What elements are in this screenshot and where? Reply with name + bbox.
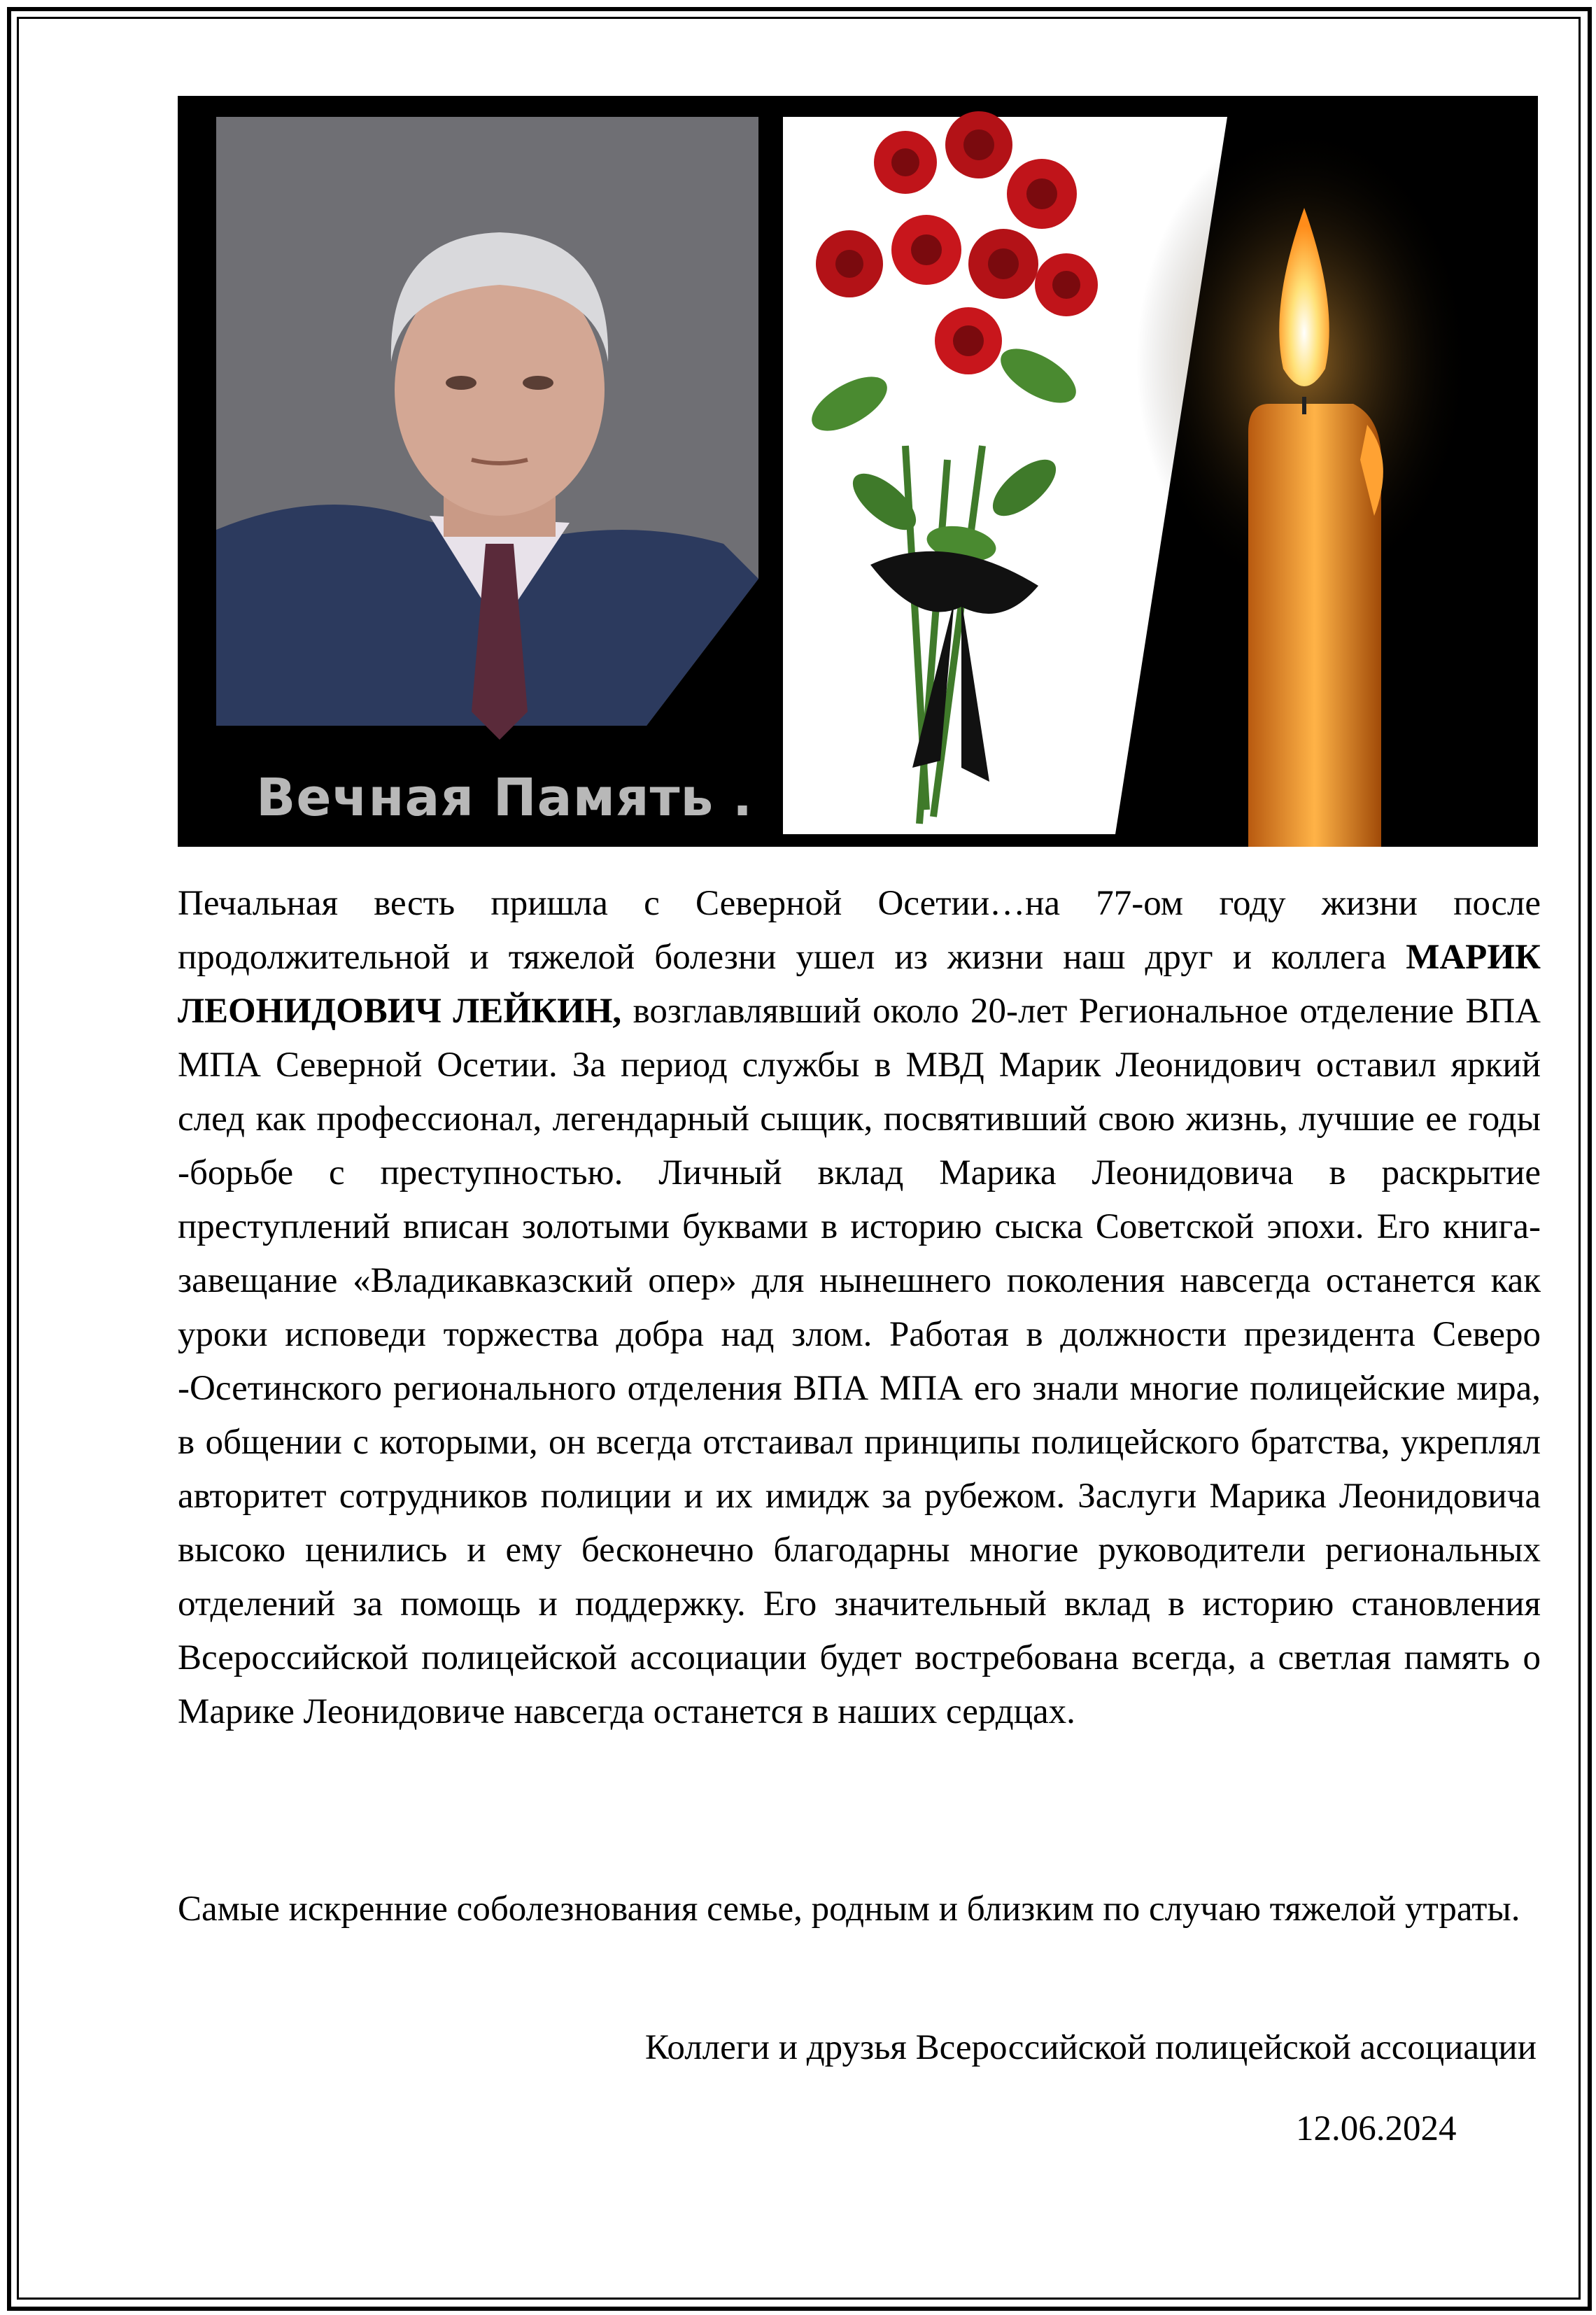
signature: Коллеги и друзья Всероссийской полицейской ассоциации — [644, 2028, 1537, 2067]
portrait-photo — [216, 117, 758, 740]
condolence-paragraph: Самые искренние соболезнования семье, родным и близким по случаю тяжелой утраты. — [178, 1890, 1520, 1929]
banner-caption: Вечная Память . — [256, 768, 754, 828]
deceased-name: МАРИК ЛЕОНИДОВИЧ ЛЕЙКИН, — [178, 938, 1541, 1031]
date: 12.06.2024 — [1296, 2109, 1457, 2148]
obituary-intro: Печальная весть пришла с Северной Осетии…на 77-ом году жизни после продолжительной и тяжелой болезни ушел из жизни наш друг и коллега — [178, 884, 1541, 977]
candle-image — [1136, 124, 1472, 847]
obituary-body: возглавлявший около 20-лет Региональное отделение ВПА МПА Северной Осетии. За период службы в МВД Марик Леонидович оставил яркий след как профессионал, легендарный сыщик, посвятивший свою жизнь, лучшие ее годы -борьбе с преступностью. Личный вклад Марика Леонидовича в раскрытие преступлений вписан золотыми буквами в историю сыска Советской эпохи. Его книга-завещание «Владикавказский опер» для нынешнего поколения навсегда останется как уроки исповеди торжества добра над злом. Работая в должности президента Северо -Осетинского регионального отделения ВПА МПА его знали многие полицейские мира, в общении с которыми, он всегда отстаивал принципы полицейского братства, укреплял авторитет сотрудников полиции и их имидж за рубежом. Заслуги Марика Леонидовича высоко ценились и ему бесконечно благодарны многие руководители региональных отделений за помощь и поддержку. Его значительный вклад в историю становления Всероссийской полицейской ассоциации будет востребована всегда, а светлая память о Марике Леонидовиче навсегда останется в наших сердцах. — [178, 992, 1541, 1731]
obituary-paragraph — [178, 877, 1541, 1739]
memorial-banner — [178, 96, 1538, 847]
